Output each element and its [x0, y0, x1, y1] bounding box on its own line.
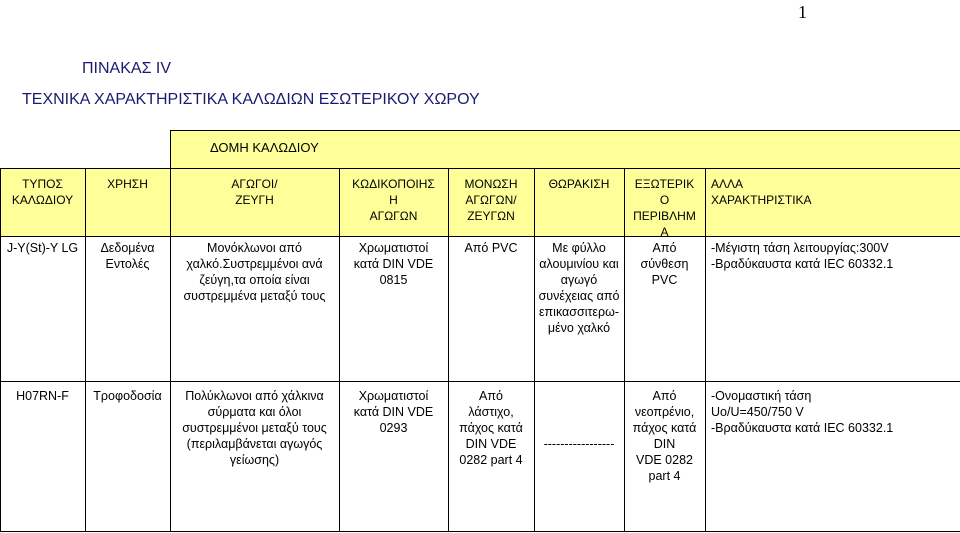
rule [0, 168, 1, 532]
table-row-1-use: Δεδομένα Εντολές [100, 241, 155, 271]
table-subtitle: ΤΕΧΝΙΚΑ ΧΑΡΑΚΤΗΡΙΣΤΙΚΑ ΚΑΛΩΔΙΩΝ ΕΣΩΤΕΡΙΚΟΥ ΧΩΡΟΥ [22, 91, 480, 108]
table-row-2-type: H07RN-F [16, 389, 69, 403]
table-row-2-other: -Ονομαστική τάση Uo/U=450/750 V -Βραδύκαυστα κατά IEC 60332.1 [711, 389, 894, 435]
rule [85, 168, 86, 532]
rule [534, 168, 535, 532]
rule [0, 531, 960, 532]
table-row-2-coding: Χρωματιστοί κατά DIN VDE 0293 [353, 389, 434, 435]
rule [170, 168, 171, 532]
header-other: ΑΛΛΑ ΧΑΡΑΚΤΗΡΙΣΤΙΚΑ [711, 177, 812, 207]
rule [170, 130, 171, 168]
rule [0, 236, 960, 237]
table-row-2-conductors: Πολύκλωνοι από χάλκινα σύρματα και όλοι συστρεμμένοι μεταξύ τους (περιλαμβάνεται αγωγός γείωσης) [182, 389, 327, 467]
table-row-2-shielding: ----------------- [543, 437, 615, 451]
rule [0, 168, 960, 169]
rule [705, 168, 706, 532]
table-row-1-sheath: Από σύνθεση PVC [640, 241, 689, 287]
table-row-1-shielding: Με φύλλο αλουμινίου και αγωγό συνέχειας από επικασσιτερω- μένο χαλκό [538, 241, 620, 335]
structure-header: ΔΟΜΗ ΚΑΛΩΔΙΟΥ [210, 140, 319, 155]
table-row-1-type: J-Y(St)-Y LG [6, 241, 79, 255]
table-row-1-coding: Χρωματιστοί κατά DIN VDE 0815 [353, 241, 434, 287]
header-shielding: ΘΩΡΑΚΙΣΗ [548, 177, 610, 191]
table-row-2-use: Τροφοδοσία [93, 389, 162, 403]
rule [0, 381, 960, 382]
header-type: ΤΥΠΟΣ ΚΑΛΩΔΙΟΥ [11, 177, 74, 207]
rule [170, 130, 960, 131]
header-coding: ΚΩΔΙΚΟΠΟΙΗΣ Η ΑΓΩΓΩΝ [352, 177, 435, 223]
page-number: 1 [798, 2, 807, 22]
table-row-1-other: -Μέγιστη τάση λειτουργίας:300V -Βραδύκαυστα κατά IEC 60332.1 [711, 241, 894, 271]
table-row-2-sheath: Από νεοπρένιο, πάχος κατά DIN VDE 0282 part 4 [632, 389, 697, 483]
table-title: ΠΙΝΑΚΑΣ IV [82, 60, 172, 77]
table-row-1-insulation: Από PVC [464, 241, 518, 255]
header-conductors: ΑΓΩΓΟΙ/ ΖΕΥΓΗ [231, 177, 278, 207]
table-row-2-insulation: Από λάστιχο, πάχος κατά DIN VDE 0282 part 4 [459, 389, 523, 467]
header-sheath: ΕΞΩΤΕΡΙΚ Ο ΠΕΡΙΒΛΗΜ Α [633, 177, 696, 239]
table-row-1-conductors: Μονόκλωνοι από χαλκό.Συστρεμμένοι ανά ζεύγη,τα οποία είναι συστρεμμένα μεταξύ τους [183, 241, 326, 303]
header-insulation: ΜΟΝΩΣΗ ΑΓΩΓΩΝ/ ΖΕΥΓΩΝ [464, 177, 518, 223]
header-use: ΧΡΗΣΗ [107, 177, 148, 191]
